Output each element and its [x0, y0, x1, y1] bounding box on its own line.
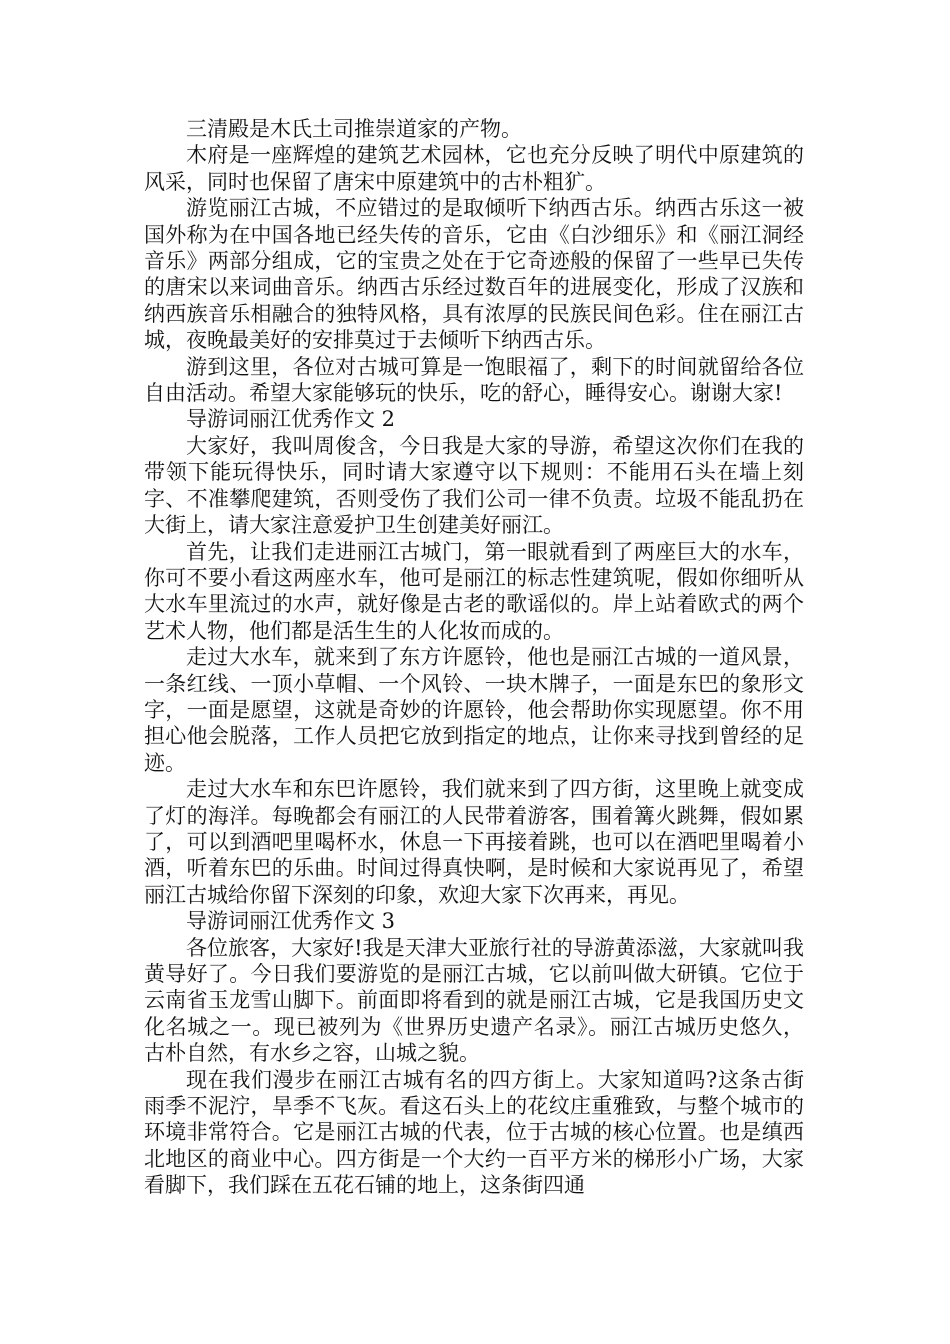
- paragraph-sanqing-hall: 三清殿是木氏土司推崇道家的产物。: [186, 117, 522, 141]
- paragraph-wishing-bell: 走过大水车，就来到了东方许愿铃，他也是丽江古城的一道风景，一条红线、一顶小草帽、一个风铃、一块木牌子，一面是东巴的象形文字，一面是愿望，这就是奇妙的许愿铃，他会帮助你实现愿望。你不用担心他会脱落，工作人员把它放到指定的地点，让你来寻找到曾经的足迹。: [144, 645, 804, 775]
- document-page: [144, 116, 804, 1199]
- section-heading-2: 导游词丽江优秀作文 2: [186, 407, 396, 432]
- section-heading-3: 导游词丽江优秀作文 3: [186, 909, 396, 934]
- paragraph-sifang-street-night: 走过大水车和东巴许愿铃，我们就来到了四方街，这里晚上就变成了灯的海洋。每晚都会有丽江的人民带着游客，围着篝火跳舞，假如累了，可以到酒吧里喝杯水，休息一下再接着跳，也可以在酒吧里喝着小酒，听着东巴的乐曲。时间过得真快啊，是时候和大家说再见了，希望丽江古城给你留下深刻的印象，欢迎大家下次再来，再见。: [144, 777, 804, 907]
- paragraph-water-wheels: 首先，让我们走进丽江古城门，第一眼就看到了两座巨大的水车，你可不要小看这两座水车，他可是丽江的标志性建筑呢，假如你细听从大水车里流过的水声，就好像是古老的歌谣似的。岸上站着欧式的两个艺术人物，他们都是活生生的人化妆而成的。: [144, 539, 804, 643]
- paragraph-sifang-street: 现在我们漫步在丽江古城有名的四方街上。大家知道吗?这条古街雨季不泥泞，旱季不飞灰。看这石头上的花纹庄重雅致，与整个城市的环境非常符合。它是丽江古城的代表，位于古城的核心位置。也是缜西北地区的商业中心。四方街是一个大约一百平方米的梯形小广场，大家看脚下，我们踩在五花石铺的地上，这条街四通: [144, 1067, 804, 1198]
- paragraph-guide-huang-intro: 各位旅客，大家好!我是天津大亚旅行社的导游黄添滋，大家就叫我黄导好了。今日我们要游览的是丽江古城，它以前叫做大研镇。它位于云南省玉龙雪山脚下。前面即将看到的就是丽江古城，它是我国历史文化名城之一。现已被列为《世界历史遗产名录》。丽江古城历史悠久，古朴自然，有水乡之容，山城之貌。: [144, 935, 804, 1066]
- paragraph-guide-intro: 大家好，我叫周俊含，今日我是大家的导游，希望这次你们在我的带领下能玩得快乐，同时请大家遵守以下规则：不能用石头在墙上刻字、不准攀爬建筑，否则受伤了我们公司一律不负责。垃圾不能乱扔在大街上，请大家注意爱护卫生创建美好丽江。: [144, 433, 804, 538]
- paragraph-naxi-music: 游览丽江古城，不应错过的是取倾听下纳西古乐。纳西古乐这一被国外称为在中国各地已经失传的音乐，它由《白沙细乐》和《丽江洞经音乐》两部分组成，它的宝贵之处在于它奇迹般的保留了一些早已失传的唐宋以来词曲音乐。纳西古乐经过数百年的进展变化，形成了汉族和纳西族音乐相融合的独特风格，具有浓厚的民族民间色彩。住在丽江古城，夜晚最美好的安排莫过于去倾听下纳西古乐。: [144, 196, 804, 353]
- paragraph-closing-thanks: 游到这里，各位对古城可算是一饱眼福了，剩下的时间就留给各位自由活动。希望大家能够玩的快乐，吃的舒心，睡得安心。谢谢大家!: [144, 354, 804, 406]
- paragraph-mu-mansion: 木府是一座辉煌的建筑艺术园林，它也充分反映了明代中原建筑的风采，同时也保留了唐宋中原建筑中的古朴粗犷。: [144, 143, 804, 194]
